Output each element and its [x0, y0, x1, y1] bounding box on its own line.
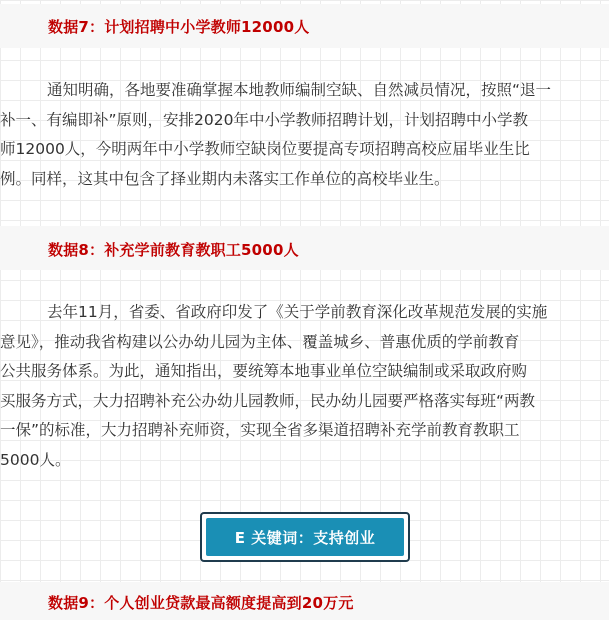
paragraph-line: 去年11月，省委、省政府印发了《关于学前教育深化改革规范发展的实施 — [47, 303, 548, 321]
keyword-badge-label: E 关键词：支持创业 — [206, 518, 404, 556]
section-title-7: 数据7：计划招聘中小学教师12000人 — [48, 18, 310, 36]
section-title-9: 数据9：个人创业贷款最高额度提高到20万元 — [48, 594, 354, 612]
paragraph-line: 师12000人，今明两年中小学教师空缺岗位要提高专项招聘高校应届毕业生比 — [0, 140, 530, 158]
paragraph-line: 一保”的标准，大力招聘补充师资，实现全省多渠道招聘补充学前教育教职工 — [0, 421, 520, 439]
paragraph-line: 5000人。 — [0, 450, 71, 469]
paragraph-line: 通知明确，各地要准确掌握本地教师编制空缺、自然减员情况，按照“退一 — [47, 81, 552, 99]
paragraph-line: 例。同样，这其中包含了择业期内未落实工作单位的高校毕业生。 — [0, 169, 450, 188]
paragraph-line: 意见》，推动我省构建以公办幼儿园为主体、覆盖城乡、普惠优质的学前教育 — [0, 332, 520, 351]
paragraph-line: 补一、有编即补”原则，安排2020年中小学教师招聘计划，计划招聘中小学教 — [0, 110, 528, 129]
paragraph-line: 公共服务体系。为此，通知指出，要统筹本地事业单位空缺编制或采取政府购 — [0, 362, 528, 380]
paragraph-line: 买服务方式，大力招聘补充公办幼儿园教师，民办幼儿园要严格落实每班“两教 — [0, 391, 536, 410]
section-paragraph-8 — [0, 298, 598, 475]
section-paragraph-7 — [0, 76, 598, 194]
section-title-8: 数据8：补充学前教育教职工5000人 — [48, 241, 299, 259]
keyword-badge — [200, 512, 410, 562]
